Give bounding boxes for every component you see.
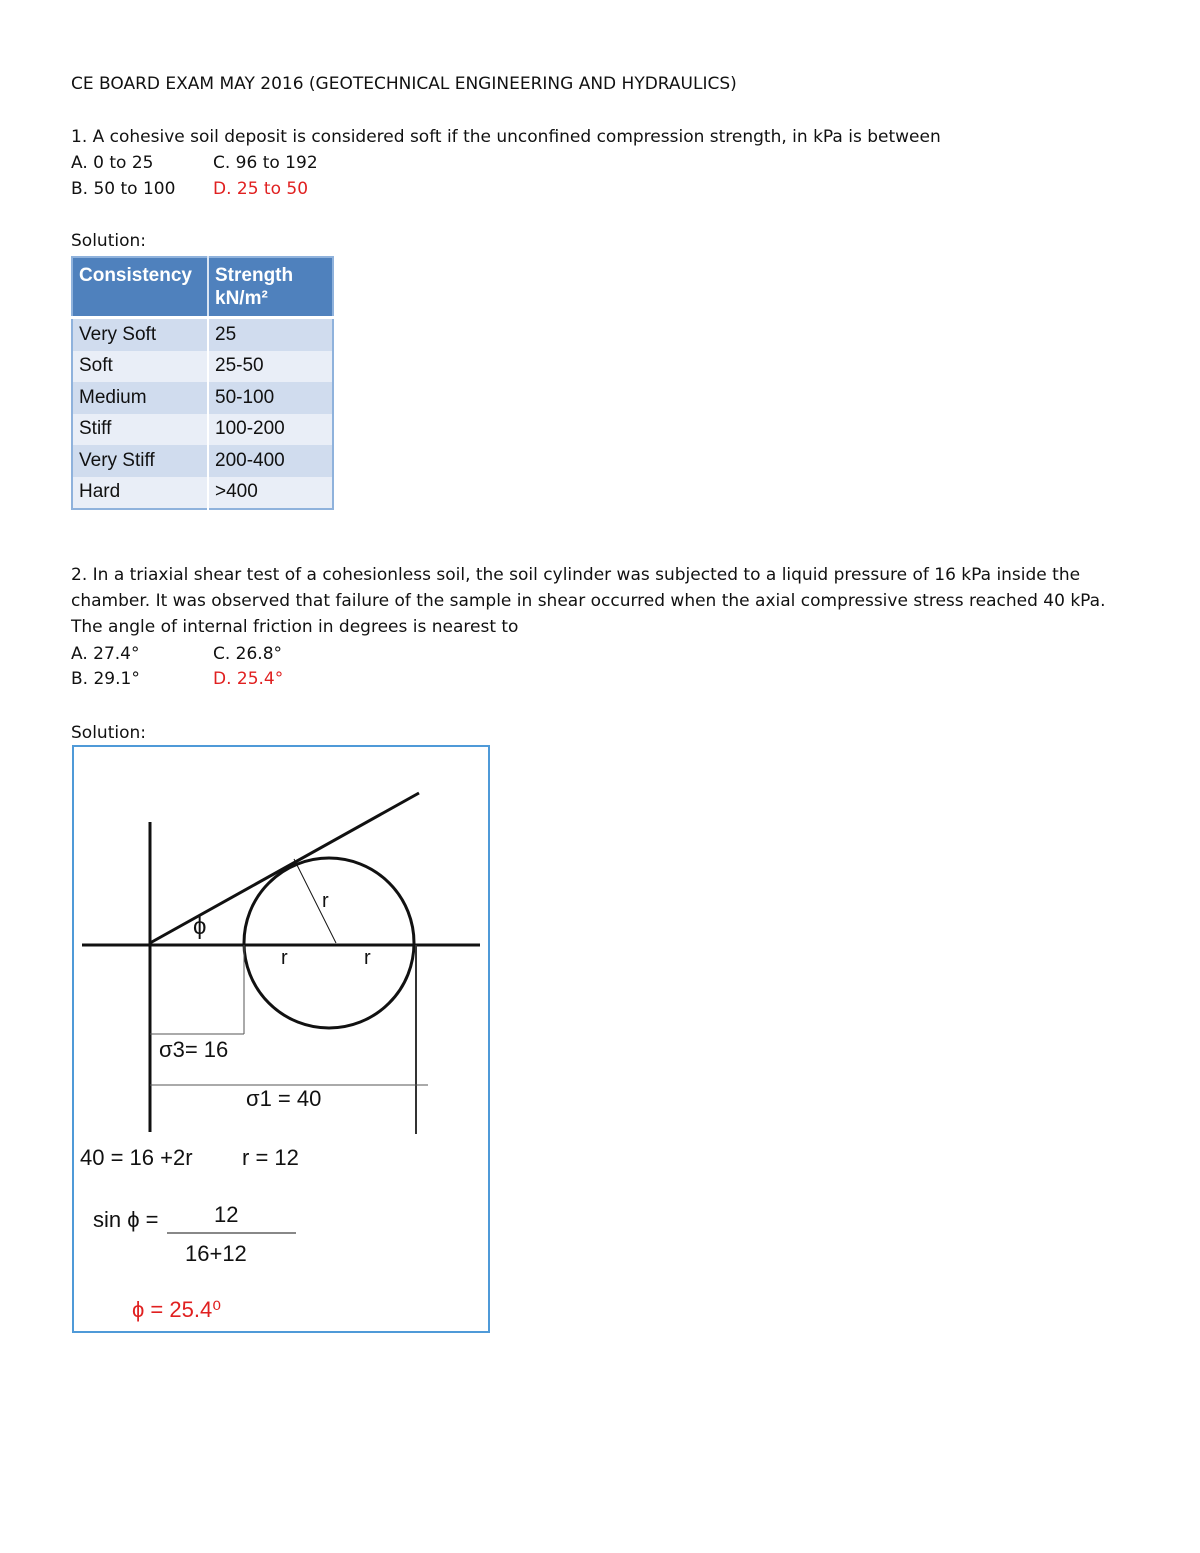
table-row	[72, 351, 333, 383]
equation-sum: 40 = 16 +2r	[80, 1145, 193, 1170]
q1-options-row1	[71, 152, 318, 174]
failure-envelope	[150, 793, 419, 943]
table-cell-consistency: Medium	[72, 382, 208, 414]
table-header-row	[72, 257, 333, 318]
table-row	[72, 382, 333, 414]
table-row	[72, 445, 333, 477]
q1-options-row2	[71, 178, 309, 200]
q1-option-b: B. 50 to 100	[71, 179, 176, 199]
table-cell-strength: >400	[208, 477, 333, 510]
mohr-circle	[244, 858, 414, 1028]
fraction-numerator: 12	[214, 1202, 239, 1227]
table-cell-consistency: Soft	[72, 351, 208, 383]
q2-question-line-2: chamber. It was observed that failure of the sample in shear occurred when the axial compressive stress reached 40 kPa.	[71, 591, 1106, 611]
table-row	[72, 414, 333, 446]
q2-solution-label: Solution:	[71, 723, 146, 743]
header-strength-label: Strength	[215, 265, 294, 286]
mohr-circle-diagram	[74, 747, 488, 1331]
q1-option-d-answer: D. 25 to 50	[213, 179, 309, 199]
q2-question-line-3: The angle of internal friction in degrees is nearest to	[71, 617, 519, 637]
page-title: CE BOARD EXAM MAY 2016 (GEOTECHNICAL ENGINEERING AND HYDRAULICS)	[71, 74, 737, 94]
q2-option-b: B. 29.1°	[71, 669, 140, 689]
radius-line	[294, 859, 336, 943]
table-cell-strength: 25-50	[208, 351, 333, 383]
q1-question: 1. A cohesive soil deposit is considered soft if the unconfined compression strength, in kPa is between	[71, 127, 941, 147]
q2-option-a: A. 27.4°	[71, 644, 140, 664]
table-cell-consistency: Hard	[72, 477, 208, 510]
q1-solution-label: Solution:	[71, 231, 146, 251]
equation-radius: r = 12	[242, 1145, 299, 1170]
q2-question-line-1: 2. In a triaxial shear test of a cohesionless soil, the soil cylinder was subjected to a liquid pressure of 16 kPa inside the	[71, 565, 1081, 585]
q2-option-d-answer: D. 25.4°	[213, 669, 284, 689]
fraction-denominator: 16+12	[185, 1241, 247, 1266]
q2-option-c: C. 26.8°	[213, 644, 283, 664]
header-strength-unit: kN/m²	[215, 288, 268, 309]
consistency-table	[71, 256, 334, 510]
table-cell-consistency: Very Soft	[72, 318, 208, 351]
q1-option-a: A. 0 to 25	[71, 153, 154, 173]
q1-option-c: C. 96 to 192	[213, 153, 318, 173]
table-cell-strength: 200-400	[208, 445, 333, 477]
table-cell-strength: 25	[208, 318, 333, 351]
sigma3-label: σ3= 16	[159, 1037, 229, 1062]
sine-label: sin ϕ =	[93, 1207, 159, 1232]
table-row	[72, 477, 333, 510]
table-row	[72, 318, 333, 351]
phi-angle-label: ϕ	[193, 913, 207, 940]
header-strength	[208, 257, 333, 318]
table-cell-consistency: Very Stiff	[72, 445, 208, 477]
header-consistency: Consistency	[72, 257, 208, 318]
table-cell-strength: 50-100	[208, 382, 333, 414]
mohr-circle-solution-box	[72, 745, 490, 1333]
sigma1-label: σ1 = 40	[246, 1086, 322, 1111]
table-cell-strength: 100-200	[208, 414, 333, 446]
q2-options-row2	[71, 668, 284, 690]
radius-label-slant: r	[322, 890, 329, 912]
q2-options-row1	[71, 643, 283, 665]
phi-result: ϕ = 25.4⁰	[132, 1297, 222, 1322]
radius-label-left: r	[281, 947, 288, 969]
table-cell-consistency: Stiff	[72, 414, 208, 446]
radius-label-right: r	[364, 947, 371, 969]
